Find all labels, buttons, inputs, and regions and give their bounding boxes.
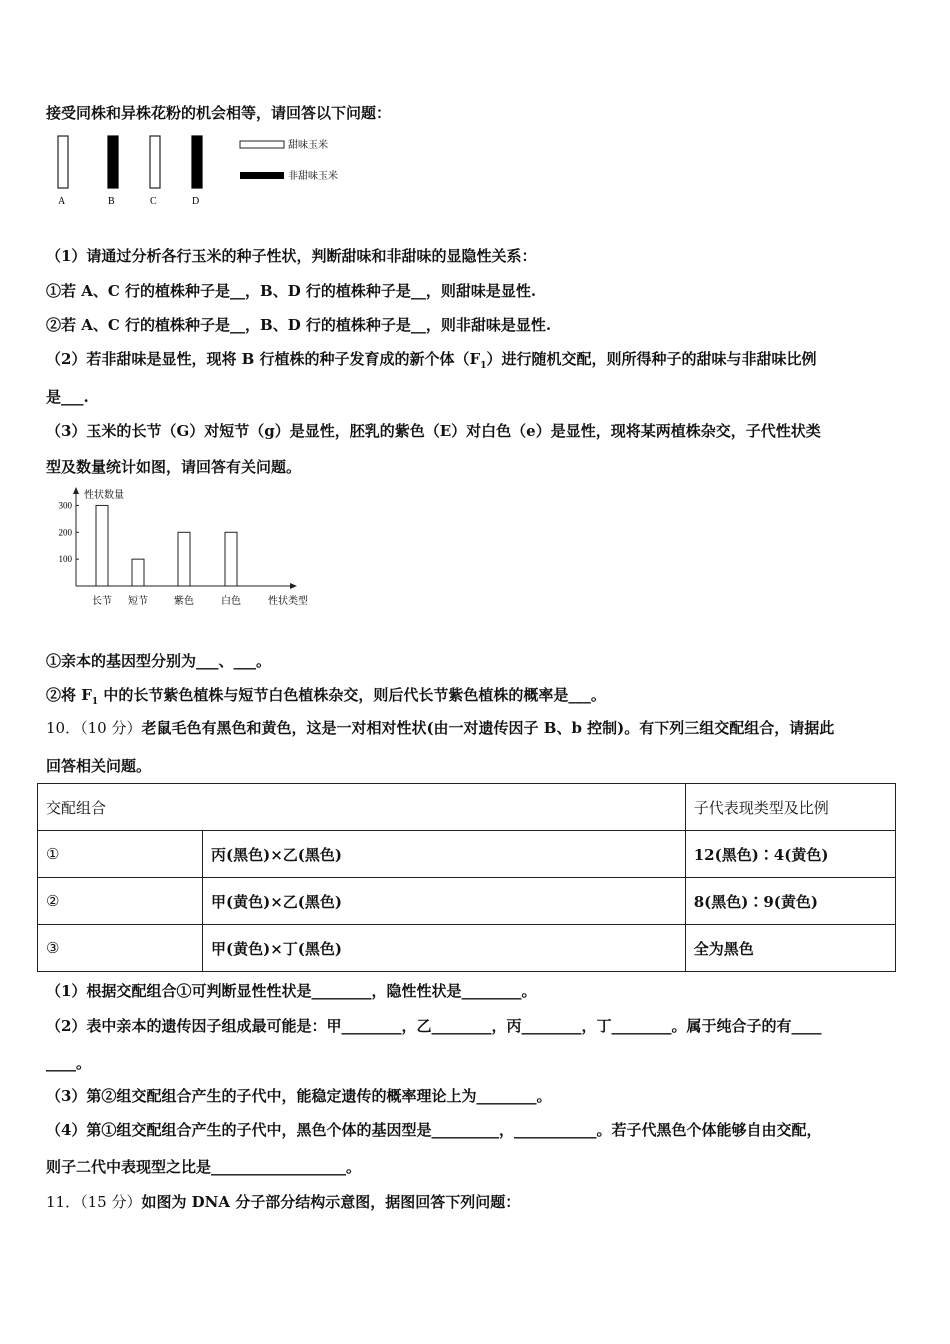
x-category-label: 长节 (92, 596, 112, 607)
row-b-label: B (108, 196, 115, 207)
row-a-label: A (58, 196, 66, 207)
q10-part4-cont: 则子二代中表现型之比是__________________。 (46, 1158, 362, 1176)
q10-part2: （2）表中亲本的遗传因子组成最可能是：甲________，乙________，丙________，丁________。属于纯合子的有____ (46, 1017, 822, 1035)
row-a-bar (58, 136, 68, 188)
q10-stem-text: 老鼠毛色有黑色和黄色，这是一对相对性状(由一对遗传因子 B、b 控制)。有下列三组交配组合，请据此 (141, 719, 835, 737)
bar-1 (96, 505, 108, 586)
y-axis-arrow (73, 487, 79, 494)
row-d-label: D (192, 196, 200, 207)
q9-part1: （1）请通过分析各行玉米的种子性状，判断甜味和非甜味的显隐性关系： (46, 247, 537, 265)
bar-2 (132, 559, 144, 586)
q10-part2-cont: ____。 (46, 1054, 92, 1072)
row-c-label: C (150, 196, 157, 207)
row-number: ② (38, 878, 203, 925)
y-tick-label: 200 (58, 527, 72, 538)
q10-part4: （4）第①组交配组合产生的子代中，黑色个体的基因型是_________，___________。若子代黑色个体能够自由交配， (46, 1121, 822, 1139)
legend-nonsweet-label: 非甜味玉米 (288, 171, 338, 182)
table-row (38, 925, 896, 972)
q9-part1-a: ①若 A、C 行的植株种子是__，B、D 行的植株种子是__，则甜味是显性. (46, 282, 537, 300)
q10-stem (46, 717, 834, 738)
bar-3 (178, 532, 190, 586)
q9-part2-sub: 1 (480, 361, 487, 371)
q9-part3-b (46, 684, 606, 707)
row-result: 12(黑色)∶4(黄色) (685, 831, 895, 878)
q9-part3-b-sub: 1 (91, 697, 99, 707)
header-cross: 交配组合 (38, 784, 686, 831)
q10-part3: （3）第②组交配组合产生的子代中，能稳定遗传的概率理论上为________。 (46, 1087, 552, 1105)
row-result: 8(黑色)∶9(黄色) (685, 878, 895, 925)
q10-part1: （1）根据交配组合①可判断显性性状是________，隐性性状是________。 (46, 982, 537, 1000)
q9-part3-cont: 型及数量统计如图，请回答有关问题。 (46, 458, 302, 476)
legend-sweet-label: 甜味玉米 (288, 140, 328, 151)
y-axis-label: 性状数量 (84, 490, 124, 501)
legend-nonsweet-swatch (240, 172, 284, 179)
trait-count-bar-chart (48, 486, 328, 616)
row-b-bar (108, 136, 118, 188)
y-tick-label: 100 (58, 554, 72, 565)
q9-part3-b-suffix: 中的长节紫色植株与短节白色植株杂交，则后代长节紫色植株的概率是___。 (98, 686, 606, 704)
row-c-bar (150, 136, 160, 188)
header-result: 子代表现类型及比例 (685, 784, 895, 831)
table-row (38, 831, 896, 878)
row-number: ③ (38, 925, 203, 972)
q9-part2-cont: 是___. (46, 388, 89, 406)
x-category-label: 白色 (221, 596, 241, 607)
q9-part3: （3）玉米的长节（G）对短节（g）是显性，胚乳的紫色（E）对白色（e）是显性，现将某两植株杂交，子代性状类 (46, 422, 821, 440)
row-result: 全为黑色 (685, 925, 895, 972)
q9-part3-b-prefix: ②将 F (46, 686, 92, 704)
q9-part1-b: ②若 A、C 行的植株种子是__，B、D 行的植株种子是__，则非甜味是显性. (46, 316, 552, 334)
row-cross: 甲(黄色)×乙(黑色) (203, 878, 686, 925)
x-category-label: 紫色 (174, 596, 194, 607)
q10-stem-cont: 回答相关问题。 (46, 757, 152, 775)
intro-text: 接受同株和异株花粉的机会相等，请回答以下问题： (46, 104, 392, 122)
legend-sweet-swatch (240, 141, 284, 148)
q9-part2-suffix: ）进行随机交配，则所得种子的甜味与非甜味比例 (486, 350, 817, 368)
x-category-label: 短节 (128, 596, 148, 607)
cross-table (37, 783, 896, 972)
table-row (38, 878, 896, 925)
x-axis-arrow (290, 583, 297, 589)
q11-stem (46, 1191, 520, 1212)
row-cross: 甲(黄色)×丁(黑色) (203, 925, 686, 972)
corn-rows-figure (50, 130, 370, 215)
q10-number: 10．（10 分） (46, 719, 142, 737)
bar-4 (225, 532, 237, 586)
q11-stem-text: 如图为 DNA 分子部分结构示意图，据图回答下列问题： (141, 1193, 521, 1211)
q11-number: 11．（15 分） (46, 1193, 142, 1211)
x-axis-label: 性状类型 (268, 596, 308, 607)
q9-part2 (46, 348, 817, 371)
table-header-row (38, 784, 896, 831)
q9-part2-prefix: （2）若非甜味是显性，现将 B 行植株的种子发育成的新个体（F (46, 350, 481, 368)
row-cross: 丙(黑色)×乙(黑色) (203, 831, 686, 878)
y-tick-label: 300 (58, 500, 72, 511)
q9-part3-a: ①亲本的基因型分别为___、___。 (46, 652, 272, 670)
row-d-bar (192, 136, 202, 188)
row-number: ① (38, 831, 203, 878)
